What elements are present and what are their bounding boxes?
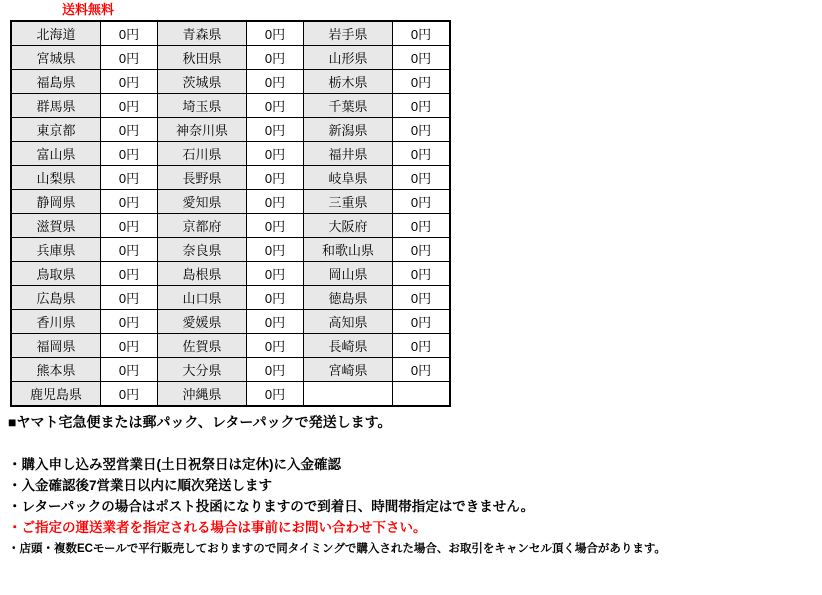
prefecture-cell: 沖縄県 (158, 382, 247, 407)
note-line-4: ・ご指定の運送業者を指定される場合は事前にお問い合わせ下さい。 (8, 520, 427, 535)
free-shipping-banner: 送料無料 (62, 2, 115, 17)
prefecture-cell: 秋田県 (158, 46, 247, 70)
prefecture-cell: 島根県 (158, 262, 247, 286)
table-row (11, 94, 450, 118)
prefecture-cell: 山形県 (304, 46, 393, 70)
price-cell: 0円 (101, 166, 158, 190)
prefecture-cell: 広島県 (11, 286, 101, 310)
price-cell: 0円 (101, 70, 158, 94)
price-cell: 0円 (101, 238, 158, 262)
price-cell: 0円 (247, 46, 304, 70)
table-row (11, 214, 450, 238)
price-cell: 0円 (101, 262, 158, 286)
price-cell: 0円 (393, 190, 451, 214)
price-cell: 0円 (101, 214, 158, 238)
price-cell: 0円 (101, 382, 158, 407)
prefecture-cell: 兵庫県 (11, 238, 101, 262)
shipping-notes (8, 412, 814, 559)
price-cell: 0円 (101, 310, 158, 334)
price-cell: 0円 (393, 94, 451, 118)
prefecture-cell: 東京都 (11, 118, 101, 142)
prefecture-cell: 愛媛県 (158, 310, 247, 334)
price-cell: 0円 (393, 142, 451, 166)
price-cell: 0円 (393, 118, 451, 142)
table-row (11, 382, 450, 407)
prefecture-cell: 宮崎県 (304, 358, 393, 382)
price-cell: 0円 (101, 334, 158, 358)
prefecture-cell: 栃木県 (304, 70, 393, 94)
price-cell: 0円 (101, 358, 158, 382)
prefecture-cell: 北海道 (11, 21, 101, 46)
prefecture-cell: 高知県 (304, 310, 393, 334)
prefecture-cell: 岡山県 (304, 262, 393, 286)
prefecture-cell: 大阪府 (304, 214, 393, 238)
price-cell: 0円 (393, 310, 451, 334)
prefecture-cell: 山口県 (158, 286, 247, 310)
price-cell: 0円 (101, 21, 158, 46)
prefecture-cell: 静岡県 (11, 190, 101, 214)
prefecture-cell: 鹿児島県 (11, 382, 101, 407)
prefecture-cell: 三重県 (304, 190, 393, 214)
prefecture-cell: 富山県 (11, 142, 101, 166)
price-cell: 0円 (393, 21, 451, 46)
empty-cell (304, 382, 393, 407)
prefecture-cell: 神奈川県 (158, 118, 247, 142)
table-row (11, 286, 450, 310)
price-cell: 0円 (393, 262, 451, 286)
price-cell: 0円 (101, 142, 158, 166)
prefecture-cell: 奈良県 (158, 238, 247, 262)
prefecture-cell: 大分県 (158, 358, 247, 382)
prefecture-cell: 京都府 (158, 214, 247, 238)
price-cell: 0円 (247, 118, 304, 142)
prefecture-cell: 熊本県 (11, 358, 101, 382)
note-line-3: ・レターパックの場合はポスト投函になりますので到着日、時間帯指定はできません。 (8, 499, 535, 514)
prefecture-cell: 長崎県 (304, 334, 393, 358)
table-row (11, 70, 450, 94)
price-cell: 0円 (247, 286, 304, 310)
price-cell: 0円 (247, 358, 304, 382)
price-cell: 0円 (247, 142, 304, 166)
prefecture-cell: 石川県 (158, 142, 247, 166)
prefecture-cell: 埼玉県 (158, 94, 247, 118)
prefecture-cell: 群馬県 (11, 94, 101, 118)
shipping-fee-table (10, 20, 451, 407)
price-cell: 0円 (247, 94, 304, 118)
price-cell: 0円 (101, 46, 158, 70)
price-cell: 0円 (247, 262, 304, 286)
prefecture-cell: 香川県 (11, 310, 101, 334)
price-cell: 0円 (101, 94, 158, 118)
empty-cell (393, 382, 451, 407)
price-cell: 0円 (393, 238, 451, 262)
price-cell: 0円 (247, 190, 304, 214)
prefecture-cell: 青森県 (158, 21, 247, 46)
prefecture-cell: 長野県 (158, 166, 247, 190)
price-cell: 0円 (101, 286, 158, 310)
prefecture-cell: 宮城県 (11, 46, 101, 70)
table-row (11, 334, 450, 358)
price-cell: 0円 (393, 334, 451, 358)
price-cell: 0円 (247, 310, 304, 334)
note-line-1: ・購入申し込み翌営業日(土日祝祭日は定休)に入金確認 (8, 457, 341, 472)
price-cell: 0円 (247, 70, 304, 94)
price-cell: 0円 (393, 70, 451, 94)
price-cell: 0円 (247, 238, 304, 262)
table-row (11, 166, 450, 190)
price-cell: 0円 (393, 166, 451, 190)
price-cell: 0円 (247, 21, 304, 46)
table-row (11, 21, 450, 46)
price-cell: 0円 (247, 382, 304, 407)
prefecture-cell: 和歌山県 (304, 238, 393, 262)
note-line-2: ・入金確認後7営業日以内に順次発送します (8, 478, 273, 493)
price-cell: 0円 (393, 46, 451, 70)
note-line-5: ・店頭・複数ECモールで平行販売しておりますので同タイミングで購入された場合、お取引をキャンセル頂く場合があります。 (8, 543, 666, 555)
price-cell: 0円 (101, 118, 158, 142)
prefecture-cell: 茨城県 (158, 70, 247, 94)
table-row (11, 142, 450, 166)
shipping-fee-table-body (11, 21, 450, 406)
prefecture-cell: 山梨県 (11, 166, 101, 190)
prefecture-cell: 徳島県 (304, 286, 393, 310)
price-cell: 0円 (247, 166, 304, 190)
prefecture-cell: 福島県 (11, 70, 101, 94)
price-cell: 0円 (393, 214, 451, 238)
table-row (11, 190, 450, 214)
price-cell: 0円 (393, 358, 451, 382)
price-cell: 0円 (247, 214, 304, 238)
prefecture-cell: 福岡県 (11, 334, 101, 358)
table-row (11, 262, 450, 286)
table-row (11, 238, 450, 262)
prefecture-cell: 福井県 (304, 142, 393, 166)
table-row (11, 358, 450, 382)
table-row (11, 118, 450, 142)
prefecture-cell: 新潟県 (304, 118, 393, 142)
price-cell: 0円 (101, 190, 158, 214)
prefecture-cell: 千葉県 (304, 94, 393, 118)
prefecture-cell: 岐阜県 (304, 166, 393, 190)
shipping-method-heading: ■ヤマト宅急便または郵パック、レターパックで発送します。 (8, 414, 392, 430)
table-row (11, 310, 450, 334)
prefecture-cell: 岩手県 (304, 21, 393, 46)
prefecture-cell: 滋賀県 (11, 214, 101, 238)
price-cell: 0円 (247, 334, 304, 358)
prefecture-cell: 佐賀県 (158, 334, 247, 358)
price-cell: 0円 (393, 286, 451, 310)
table-row (11, 46, 450, 70)
prefecture-cell: 愛知県 (158, 190, 247, 214)
prefecture-cell: 鳥取県 (11, 262, 101, 286)
